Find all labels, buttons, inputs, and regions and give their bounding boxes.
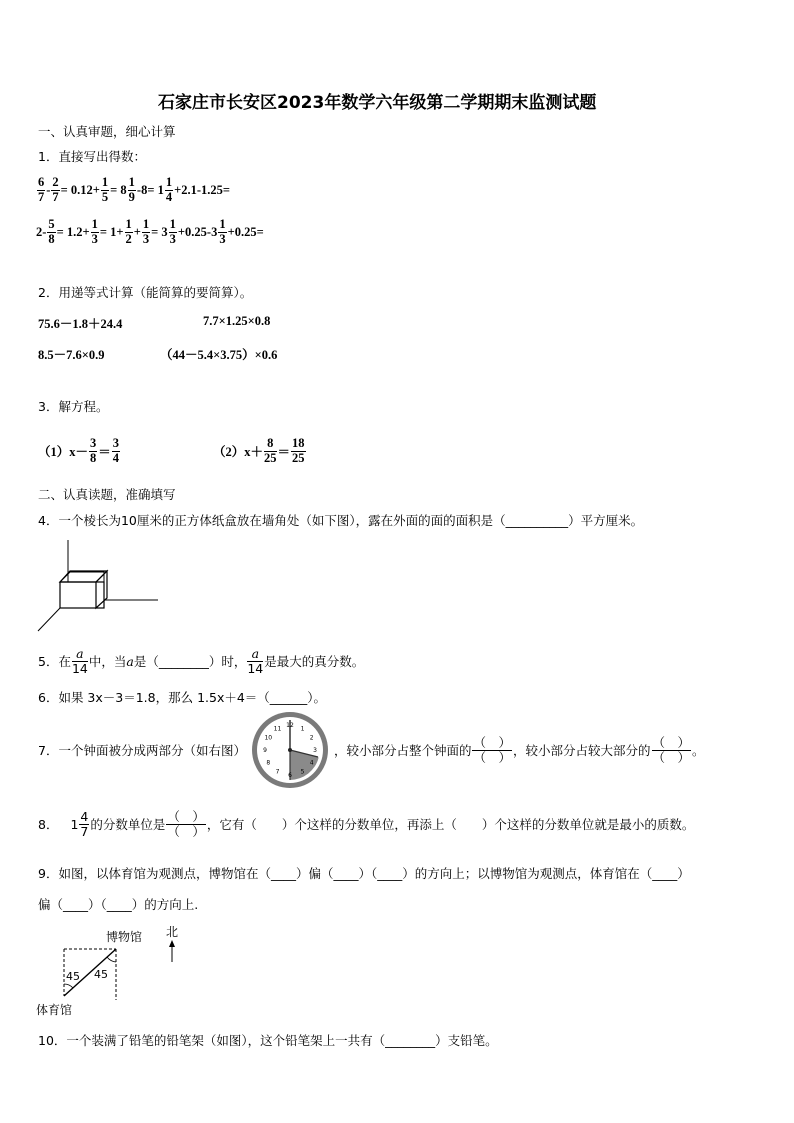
numerator: 1: [219, 217, 226, 232]
clock-number: 7: [275, 768, 280, 776]
q5-line: [38, 644, 364, 678]
math-text: +0.25-3: [177, 224, 218, 239]
math-text: = 0.12+: [60, 182, 100, 197]
numerator-blank[interactable]: （ ）: [473, 735, 511, 751]
q2-expr-2: 7.7×1.25×0.8: [203, 314, 271, 328]
q2-label: 2．用递等式计算（能简算的要简算）。: [38, 285, 253, 300]
corner-cube-figure: [36, 538, 162, 634]
numerator: 6: [38, 175, 45, 190]
numerator: 5: [48, 217, 55, 232]
clock-number: 4: [309, 759, 314, 767]
clock-number: 1: [300, 725, 305, 733]
north-label: 北: [166, 925, 179, 939]
denominator: 9: [128, 189, 135, 204]
fraction: [264, 437, 277, 464]
fraction: [218, 218, 226, 245]
fraction: [142, 218, 150, 245]
fraction: [72, 647, 88, 674]
numerator-blank[interactable]: （ ）: [652, 735, 691, 751]
denominator: 7: [38, 189, 45, 204]
fraction: [37, 176, 45, 203]
math-text: -: [46, 182, 51, 197]
fraction: [169, 218, 177, 245]
q8-whole-number: 1: [70, 816, 79, 832]
denominator: 8: [90, 450, 97, 465]
fraction: [91, 218, 99, 245]
denominator: 14: [247, 660, 264, 676]
denominator: 3: [219, 231, 226, 246]
angle-label-1: 45: [66, 970, 80, 983]
numerator: 2: [52, 175, 59, 190]
fraction: [51, 176, 59, 203]
q1-label: 1．直接写出得数：: [38, 149, 146, 164]
clock-icon: [250, 710, 330, 790]
clock-number: 11: [273, 725, 282, 733]
math-text: = 8: [110, 182, 127, 197]
stadium-label: 体育馆: [36, 1003, 73, 1017]
fraction: [101, 176, 109, 203]
direction-figure: [36, 922, 196, 1018]
math-text: +2.1-1.25=: [174, 182, 231, 197]
denominator: 3: [91, 231, 98, 246]
numerator: 1: [125, 217, 132, 232]
q6-text: 6．如果 3x－3＝1.8，那么 1.5x＋4＝（______）。: [38, 690, 327, 705]
math-text: +: [133, 224, 141, 239]
clock-number: 9: [263, 747, 267, 754]
denominator-blank[interactable]: （ ）: [473, 749, 511, 765]
blank-fraction[interactable]: [166, 810, 206, 837]
q7-text-2: ，较小部分占较大部分的: [513, 743, 651, 758]
fraction: [291, 437, 306, 464]
math-text: 2-: [36, 224, 47, 239]
q5-text-3: 是最大的真分数。: [264, 654, 365, 669]
math-text: = 3: [151, 224, 168, 239]
numerator: 3: [112, 436, 120, 451]
numerator: 1: [169, 217, 176, 232]
clock-number: 3: [313, 747, 317, 754]
section-1-heading: 一、认真审题，细心计算: [38, 124, 176, 139]
north-arrowhead-icon: [169, 940, 175, 947]
q5-variable: a: [126, 653, 134, 669]
numerator-blank[interactable]: （ ）: [167, 809, 205, 825]
q3-eq1-prefix: （1）x－: [38, 445, 89, 459]
q5-text-1: 中，当: [88, 654, 127, 669]
fraction: [89, 437, 97, 464]
q3-eq2-prefix: （2）x＋: [213, 445, 264, 459]
q3-equation-2: [213, 432, 307, 470]
numerator: 1: [91, 217, 98, 232]
math-text: +0.25=: [227, 224, 264, 239]
clock-number: 2: [309, 734, 314, 742]
fraction: [247, 647, 263, 674]
denominator: 14: [71, 660, 88, 676]
q9-line-1: 9．如图，以体育馆为观测点，博物馆在（____）偏（____）（____）的方向上；以博物馆为观测点，体育馆在（____）: [38, 866, 690, 881]
denominator: 7: [52, 189, 59, 204]
fraction: [125, 218, 133, 245]
clock-number: 12: [286, 722, 294, 729]
q4-text: 4．一个棱长为10厘米的正方体纸盒放在墙角处（如下图），露在外面的面的面积是（__________）平方厘米。: [38, 513, 644, 528]
numerator: 1: [101, 175, 109, 190]
fraction: [112, 437, 120, 464]
q2-expr-1: 75.6－1.8＋24.4: [38, 317, 123, 331]
fraction: [47, 218, 55, 245]
q7-end: 。: [692, 743, 705, 758]
numerator: 8: [264, 437, 277, 451]
numerator: 4: [80, 809, 89, 825]
math-text: -8= 1: [136, 182, 164, 197]
fraction: [79, 810, 89, 837]
denominator-blank[interactable]: （ ）: [167, 823, 205, 839]
numerator: 1: [165, 175, 173, 190]
clock-number: 10: [264, 734, 273, 742]
blank-fraction[interactable]: [652, 736, 692, 763]
q8-prefix: 8．: [38, 817, 59, 832]
denominator: 8: [48, 231, 55, 246]
clock-number: 5: [300, 768, 305, 776]
q7-prefix: 7．一个钟面被分成两部分（如右图）: [38, 743, 246, 758]
q8-text-1: 的分数单位是: [90, 817, 166, 832]
denominator: 4: [112, 450, 120, 465]
clock-number: 6: [288, 772, 292, 779]
museum-label: 博物馆: [106, 930, 143, 944]
equals-sign: ＝: [98, 445, 111, 459]
fraction: [165, 176, 173, 203]
denominator: 3: [142, 231, 150, 246]
fraction: [128, 176, 136, 203]
q1-row2: [36, 214, 264, 250]
numerator: a: [72, 647, 88, 661]
q10-text: 10．一个装满了铅笔的铅笔架（如图），这个铅笔架上一共有（________）支铅笔。: [38, 1033, 498, 1048]
numerator: 18: [292, 436, 305, 451]
numerator: 3: [90, 436, 97, 451]
denominator: 7: [80, 823, 89, 839]
q2-expr-4: （44－5.4×3.75）×0.6: [160, 348, 278, 362]
math-text: = 1.2+: [56, 224, 90, 239]
numerator: 1: [142, 217, 150, 232]
q7-line: [38, 722, 705, 779]
numerator: a: [247, 647, 263, 661]
equals-sign: ＝: [277, 445, 291, 459]
q2-expr-3: 8.5－7.6×0.9: [38, 348, 105, 362]
denominator: 5: [101, 189, 109, 204]
math-text: = 1+: [99, 224, 124, 239]
denominator-blank[interactable]: （ ）: [652, 749, 691, 765]
denominator: 4: [165, 189, 173, 204]
q5-text-2: 是（________）时，: [133, 654, 247, 669]
angle-label-2: 45: [94, 968, 108, 981]
denominator: 2: [125, 231, 132, 246]
q8-text-2: ，它有（ ）个这样的分数单位，再添上（ ）个这样的分数单位就是最小的质数。: [206, 817, 695, 832]
numerator: 1: [128, 175, 135, 190]
denominator: 25: [292, 450, 305, 465]
q7-text-1: ，较小部分占整个钟面的: [333, 743, 472, 758]
denominator: 3: [169, 231, 176, 246]
page-title: 石家庄市长安区2023年数学六年级第二学期期末监测试题: [158, 93, 597, 113]
q3-label: 3．解方程。: [38, 399, 109, 414]
q5-prefix: 5．在: [38, 654, 71, 669]
q9-line-2: 偏（____）（____）的方向上.: [38, 897, 199, 912]
section-2-heading: 二、认真读题，准确填写: [38, 487, 176, 502]
clock-number: 8: [266, 759, 271, 767]
q1-row1: [36, 172, 230, 208]
blank-fraction[interactable]: [472, 736, 512, 763]
q8-line: [38, 804, 694, 844]
denominator: 25: [264, 450, 277, 465]
q3-equation-1: [38, 432, 121, 470]
